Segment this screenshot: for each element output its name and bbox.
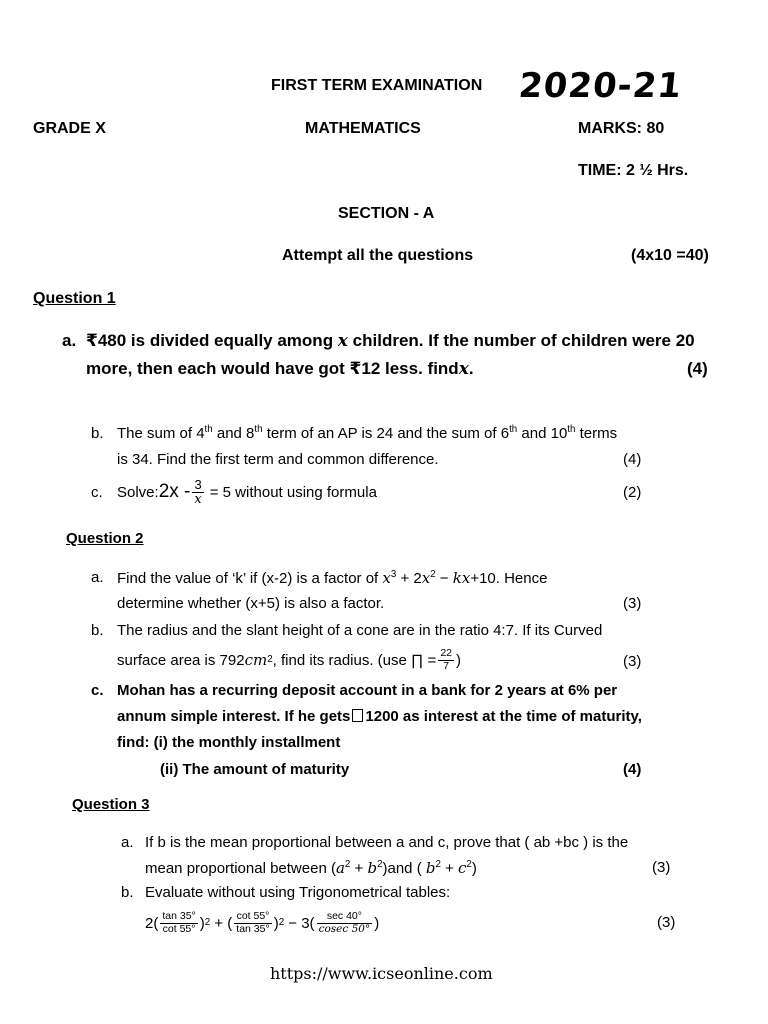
q2b-line2: surface area is 792 cm 2 , find its radius. (use ∏ = $\frac{22}{7}$ ) [117, 647, 461, 672]
q2c-marks: (4) [623, 761, 642, 778]
handwritten-year: 2020-21 [516, 66, 685, 106]
section-instruction: Attempt all the questions [282, 247, 474, 264]
footer-url: https://www.icseonline.com [270, 964, 493, 983]
q2c-line4: (ii) The amount of maturity [160, 761, 350, 778]
q2b-line1: The radius and the slant height of a cone are in the ratio 4:7. If its Curved [117, 622, 603, 639]
missing-glyph-box [352, 709, 363, 722]
q3b-marks: (3) [657, 914, 676, 931]
q2a-label: a. [91, 569, 104, 586]
q2c-label: c. [91, 682, 104, 699]
marks-label: MARKS: 80 [578, 120, 665, 137]
q1a-line1: ₹480 is divided equally among x children. If the number of children were 20 [86, 331, 695, 351]
q3a-line2: mean proportional between $(a^2 + b^2)and$ ( $b^2 + c^2$) [145, 859, 477, 877]
q1b-label: b. [91, 425, 104, 442]
q2c-line1: Mohan has a recurring deposit account in a bank for 2 years at 6% per [117, 682, 618, 699]
q1b-line1: The sum of 4th and 8th term of an AP is 24 and the sum of 6th and 10th terms [117, 424, 618, 442]
q2b-label: b. [91, 622, 104, 639]
q1a-label: a. [62, 331, 77, 350]
section-marks: (4x10 =40) [631, 247, 709, 264]
sec40-over-cosec50: $\frac{\sec 40^\circ}{cosec 50^\circ}$ [318, 910, 371, 935]
q1b-line2: is 34. Find the first term and common difference. [117, 451, 439, 468]
grade-label: GRADE X [33, 120, 106, 137]
question-1-heading: Question 1 [33, 290, 116, 307]
q2c-line3: find: (i) the monthly installment [117, 734, 341, 751]
q3b-label: b. [121, 884, 134, 901]
pi-fraction: $\frac{22}{7}$ [440, 647, 452, 672]
q1c-line: Solve: 2x - $\frac{3}{x}$ = 5 without using formula [117, 476, 377, 507]
q1c-marks: (2) [623, 484, 642, 501]
q2b-marks: (3) [623, 653, 642, 670]
question-3-heading: Question 3 [72, 796, 150, 813]
q1b-marks: (4) [623, 451, 642, 468]
q1a-marks: (4) [687, 359, 708, 378]
q1c-label: c. [91, 484, 103, 501]
q1c-fraction: $\frac{3}{x}$ [194, 476, 202, 507]
q2a-line2: determine whether (x+5) is also a factor. [117, 595, 385, 612]
q2c-line2: annum simple interest. If he gets 1200 as interest at the time of maturity, [117, 708, 642, 725]
q2a-marks: (3) [623, 595, 642, 612]
q3b-line1: Evaluate without using Trigonometrical tables: [145, 884, 451, 901]
q3a-label: a. [121, 834, 134, 851]
section-title: SECTION - A [338, 205, 435, 222]
exam-title: FIRST TERM EXAMINATION [271, 77, 483, 94]
subject-label: MATHEMATICS [305, 120, 421, 137]
time-label: TIME: 2 ½ Hrs. [578, 162, 689, 179]
tan35-over-cot55: $\frac{\tan 35^\circ}{\cot 55^\circ}$ [162, 910, 196, 935]
q3a-line1: If b is the mean proportional between a and c, prove that ( ab +bc ) is the [145, 834, 629, 851]
q1a-line2: more, then each would have got ₹12 less. findx. [86, 359, 474, 379]
q3b-expression: 2( $\frac{\tan 35^\circ}{\cot 55^\circ}$ ) 2 + ( $\frac{\cot 55^\circ}{\tan 35^\circ}$ ) 2 − 3( $\frac{\sec 40^\circ}{cosec 50^\circ}$ ) [145, 910, 380, 935]
q3a-marks: (3) [652, 859, 671, 876]
question-2-heading: Question 2 [66, 530, 144, 547]
q2a-line1: Find the value of ‘k’ if (x-2) is a factor of $x^3 + 2x^2 - kx+10$. Hence [117, 569, 548, 587]
cot55-over-tan35: $\frac{\cot 55^\circ}{\tan 35^\circ}$ [236, 910, 270, 935]
